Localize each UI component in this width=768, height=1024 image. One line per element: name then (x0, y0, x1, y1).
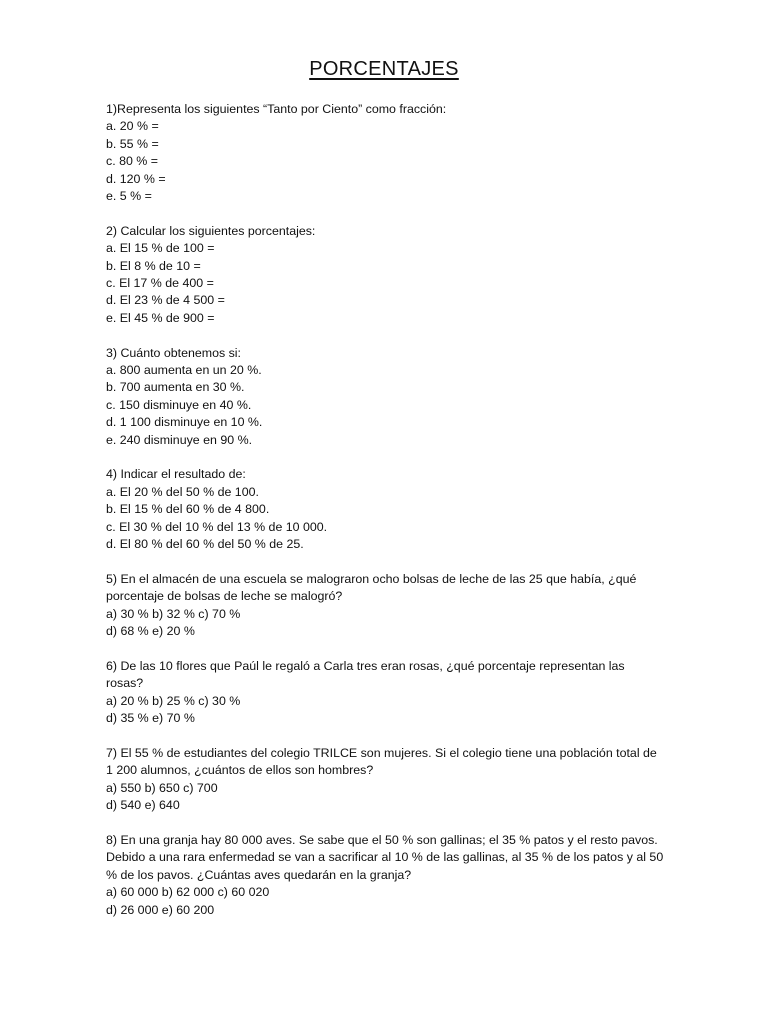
question-7-options-de: d) 540 e) 640 (106, 798, 180, 813)
question-8-options-de: d) 26 000 e) 60 200 (106, 902, 215, 917)
question-list (106, 101, 706, 936)
question-8 (106, 832, 706, 919)
question-1-option-c: c. 80 % = (106, 154, 159, 169)
question-2-option-c: c. El 17 % de 400 = (106, 276, 214, 291)
question-3-option-d: d. 1 100 disminuye en 10 %. (106, 415, 263, 430)
question-3-option-a: a. 800 aumenta en un 20 %. (106, 363, 262, 378)
question-3 (106, 345, 706, 449)
question-4 (106, 466, 706, 553)
question-1-prompt: 1)Representa los siguientes “Tanto por Ciento” como fracción: (106, 102, 447, 116)
question-3-option-b: b. 700 aumenta en 30 %. (106, 380, 245, 395)
question-3-option-c: c. 150 disminuye en 40 %. (106, 397, 252, 412)
question-6-options-abc: a) 20 % b) 25 % c) 30 % (106, 693, 241, 708)
question-5-prompt-line-1: 5) En el almacén de una escuela se malograron ocho bolsas de leche de las 25 que había, ¿qué (106, 571, 637, 586)
question-4-option-c: c. El 30 % del 10 % del 13 % de 10 000. (106, 519, 328, 534)
question-2-option-b: b. El 8 % de 10 = (106, 258, 201, 273)
question-6-options-de: d) 35 % e) 70 % (106, 711, 195, 726)
question-1-option-e: e. 5 % = (106, 189, 152, 204)
question-8-options-abc: a) 60 000 b) 62 000 c) 60 020 (106, 885, 270, 900)
question-7-prompt-line-2: 1 200 alumnos, ¿cuántos de ellos son hombres? (106, 763, 374, 778)
question-1-option-b: b. 55 % = (106, 136, 159, 151)
question-4-option-a: a. El 20 % del 50 % de 100. (106, 484, 259, 499)
question-7-prompt-line-1: 7) El 55 % de estudiantes del colegio TRILCE son mujeres. Si el colegio tiene una población total de (106, 745, 657, 760)
question-8-prompt-line-1: 8) En una granja hay 80 000 aves. Se sabe que el 50 % son gallinas; el 35 % patos y el resto pavos. (106, 832, 658, 847)
question-2-option-e: e. El 45 % de 900 = (106, 310, 215, 325)
question-4-option-d: d. El 80 % del 60 % del 50 % de 25. (106, 537, 304, 552)
question-2-option-a: a. El 15 % de 100 = (106, 241, 215, 256)
question-1-option-d: d. 120 % = (106, 171, 166, 186)
question-6 (106, 658, 706, 728)
question-4-option-b: b. El 15 % del 60 % de 4 800. (106, 502, 270, 517)
question-8-prompt-line-2: Debido a una rara enfermedad se van a sacrificar al 10 % de las gallinas, al 35 % de los patos y al 50 (106, 850, 664, 865)
question-5 (106, 571, 706, 641)
question-7 (106, 745, 706, 815)
question-1-option-a: a. 20 % = (106, 119, 159, 134)
question-2-option-d: d. El 23 % de 4 500 = (106, 293, 225, 308)
question-8-prompt-line-3: % de los pavos. ¿Cuántas aves quedarán en la granja? (106, 867, 412, 882)
question-3-prompt: 3) Cuánto obtenemos si: (106, 345, 241, 360)
page-title: PORCENTAJES (309, 58, 459, 80)
question-5-prompt-line-2: porcentaje de bolsas de leche se malogró? (106, 589, 343, 604)
question-7-options-abc: a) 550 b) 650 c) 700 (106, 780, 218, 795)
question-6-prompt-line-1: 6) De las 10 flores que Paúl le regaló a Carla tres eran rosas, ¿qué porcentaje representan las (106, 658, 625, 673)
question-2 (106, 223, 706, 327)
question-5-options-abc: a) 30 % b) 32 % c) 70 % (106, 606, 241, 621)
question-6-prompt-line-2: rosas? (106, 676, 144, 691)
question-3-option-e: e. 240 disminuye en 90 %. (106, 432, 253, 447)
question-1 (106, 101, 706, 205)
question-2-prompt: 2) Calcular los siguientes porcentajes: (106, 223, 316, 238)
question-5-options-de: d) 68 % e) 20 % (106, 624, 195, 639)
question-4-prompt: 4) Indicar el resultado de: (106, 467, 246, 482)
